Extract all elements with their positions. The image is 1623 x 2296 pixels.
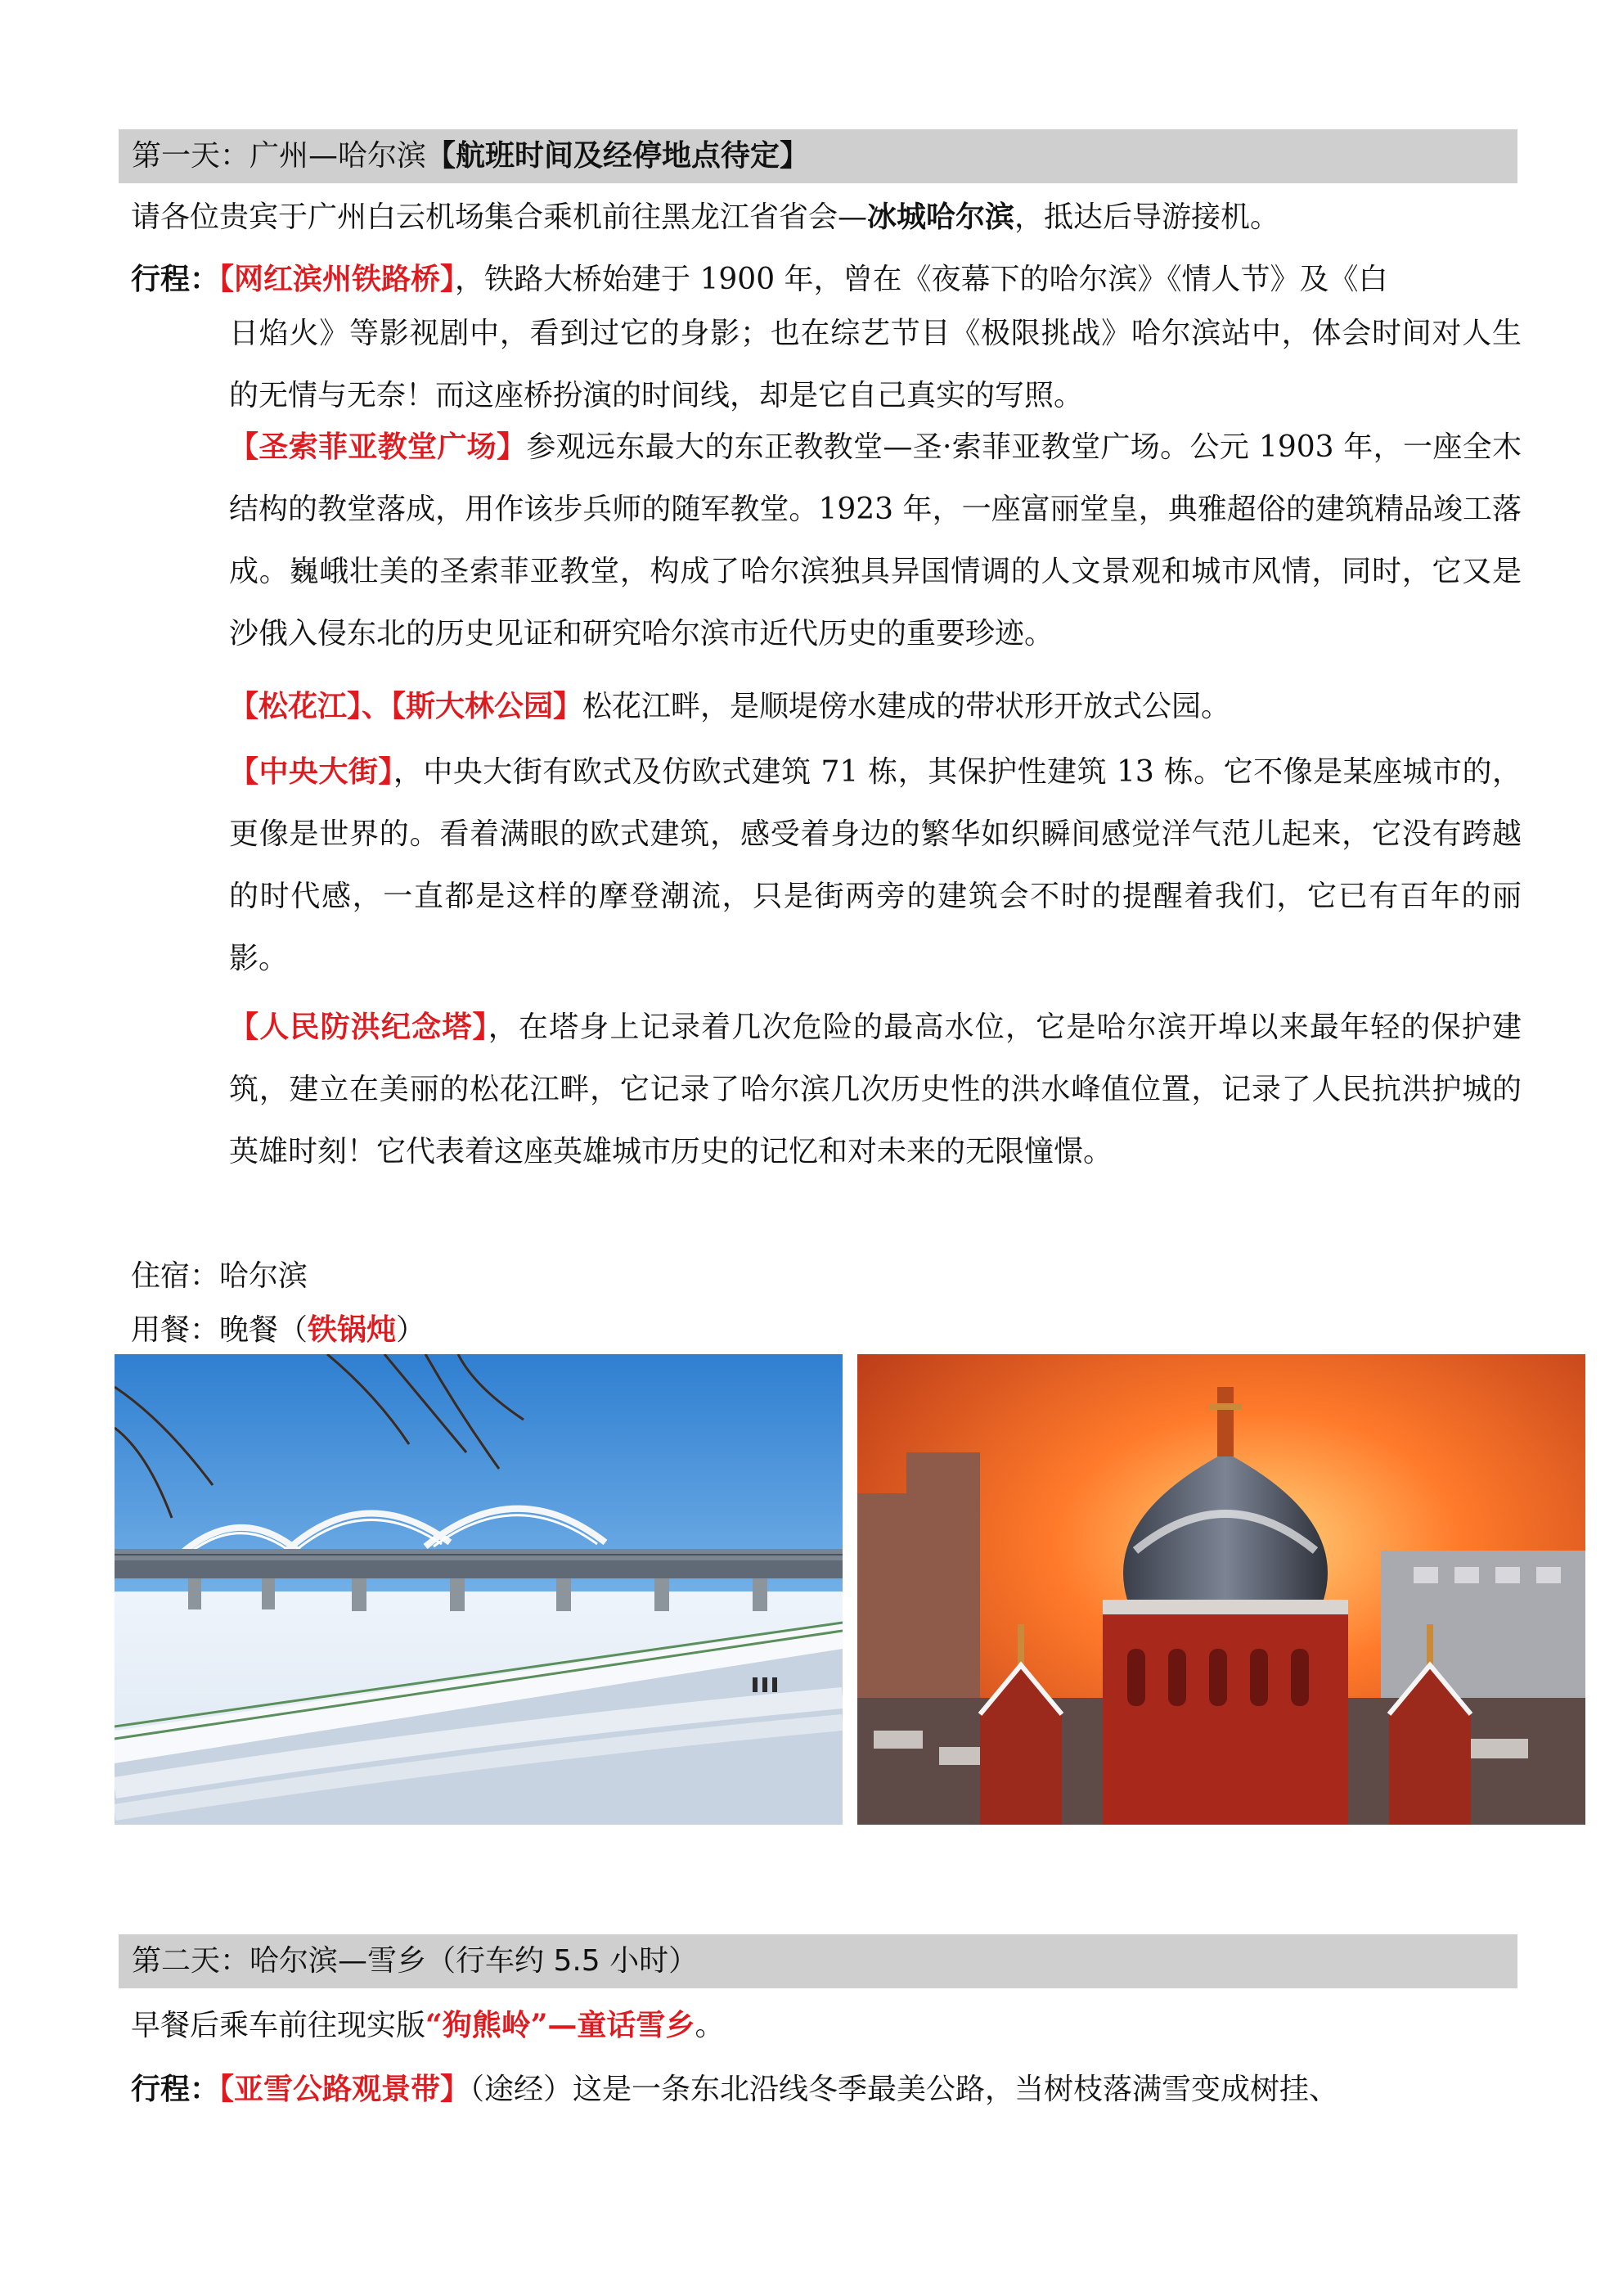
- day1-header: [119, 129, 1517, 183]
- day1-intro-suffix: ，抵达后导游接机。: [1014, 200, 1280, 234]
- day1-meal: [131, 1301, 1522, 1359]
- day1-item-1-body: [229, 303, 1522, 427]
- day1-item-1-text: 日焰火》等影视剧中，看到过它的身影；也在综艺节目《极限挑战》哈尔滨站中，体会时间对人生的无情与无奈！而这座桥扮演的时间线，却是它自己真实的写照。: [229, 317, 1522, 412]
- day2-intro-destination: “狗熊岭”—童话雪乡: [425, 2008, 695, 2042]
- day1-intro: [131, 188, 1522, 246]
- lodging-label: 住宿：: [131, 1259, 220, 1293]
- meal-value: 晚餐（: [219, 1313, 308, 1347]
- day1-intro-text: 请各位贵宾于广州白云机场集合乘机前往黑龙江省省会—: [131, 200, 868, 234]
- day2-intro-text: 早餐后乘车前往现实版: [131, 2009, 426, 2042]
- day1-item-2-text: 参观远东最大的东正教教堂—圣·索菲亚教堂广场。公元 1903 年，一座全木结构的教堂落成，用作该步兵师的随军教堂。1923 年，一座富丽堂皇，典雅超俗的建筑精品竣工落成。巍峨壮美的圣索菲亚教堂，构成了哈尔滨独具异国情调的人文景观和城市风情，同时，它又是沙俄入侵东北的历史见证和研究哈尔滨市近代历史的重要珍迹。: [229, 430, 1522, 651]
- day2-header-title: 第二天：哈尔滨—雪乡: [132, 1944, 427, 1978]
- day1-header-note: 【航班时间及经停地点待定】: [426, 139, 810, 173]
- meal-dish: 铁锅炖: [308, 1312, 397, 1347]
- day2-header-note: （行车约 5.5 小时）: [426, 1944, 699, 1978]
- day1-lodging: [131, 1248, 1522, 1305]
- day2-item-1-title: 【亚雪公路观景带】: [219, 2072, 470, 2106]
- day2-header: [119, 1934, 1517, 1988]
- meal-end: ）: [396, 1313, 426, 1347]
- day1-itinerary-label: 行程：: [131, 263, 220, 296]
- sofia-cathedral-photo: [857, 1354, 1585, 1825]
- day1-intro-destination: 冰城哈尔滨: [867, 200, 1015, 234]
- day1-item-5: [229, 996, 1522, 1183]
- day2-item-1: [131, 2058, 1522, 2121]
- day1-header-title: 第一天：广州—哈尔滨: [132, 139, 427, 173]
- day2-intro-suffix: 。: [695, 2009, 725, 2042]
- day1-item-2-title: 【圣索菲亚教堂广场】: [229, 430, 527, 464]
- railway-bridge-photo: [115, 1354, 843, 1825]
- day1-item-4-title: 【中央大街】: [229, 754, 393, 789]
- day1-item-1-title: 【网红滨州铁路桥】: [219, 262, 456, 296]
- day1-item-5-text: ，在塔身上记录着几次危险的最高水位，它是哈尔滨开埠以来最年轻的保护建筑，建立在美丽的松花江畔，它记录了哈尔滨几次历史性的洪水峰值位置，记录了人民抗洪护城的英雄时刻！它代表着这座英雄城市历史的记忆和对未来的无限憧憬。: [229, 1011, 1522, 1168]
- day1-item-1-line1: ，铁路大桥始建于 1900 年，曾在《夜幕下的哈尔滨》《情人节》及《白: [455, 263, 1388, 296]
- day1-item-5-title: 【人民防洪纪念塔】: [229, 1010, 488, 1044]
- day2-itinerary-label: 行程：: [131, 2073, 220, 2106]
- day1-item-3-title: 【松花江】、【斯大林公园】: [229, 689, 583, 723]
- day1-item-4: [229, 741, 1522, 990]
- day1-item-2: [229, 416, 1522, 665]
- meal-label: 用餐：: [131, 1313, 220, 1347]
- day1-item-3-text: 松花江畔，是顺堤傍水建成的带状形开放式公园。: [582, 690, 1231, 723]
- day2-item-1-text: （途经）这是一条东北沿线冬季最美公路，当树枝落满雪变成树挂、: [470, 2073, 1339, 2106]
- day1-item-4-text: ，中央大街有欧式及仿欧式建筑 71 栋，其保护性建筑 13 栋。它不像是某座城市的，更像是世界的。看着满眼的欧式建筑，感受着身边的繁华如织瞬间感觉洋气范儿起来，它没有跨越的时代感，一直都是这样的摩登潮流，只是街两旁的建筑会不时的提醒着我们，它已有百年的丽影。: [229, 755, 1522, 975]
- day2-intro: [131, 1997, 1522, 2055]
- day1-item-1-firstline: [131, 248, 1522, 311]
- day1-item-3: [229, 675, 1522, 738]
- lodging-value: 哈尔滨: [219, 1259, 308, 1293]
